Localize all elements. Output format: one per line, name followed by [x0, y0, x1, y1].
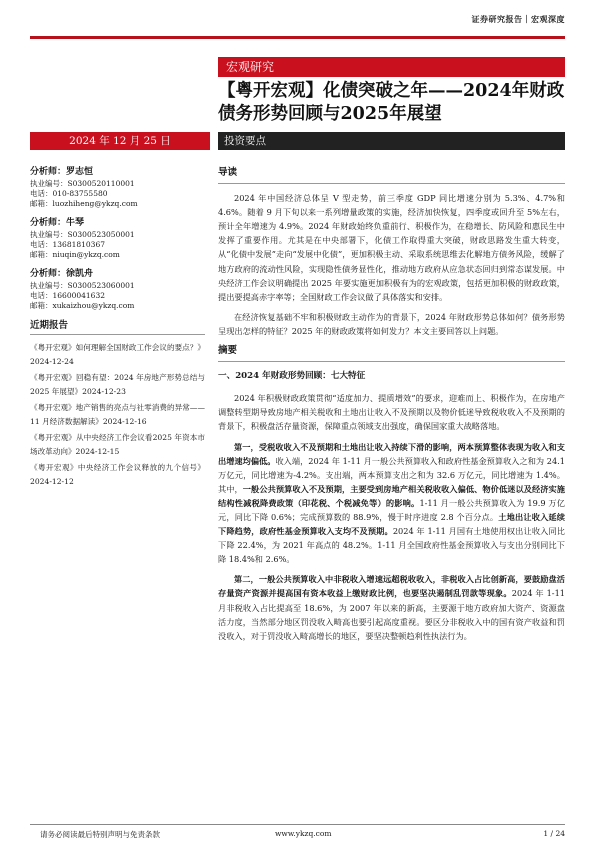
page-number: 1 / 24 [543, 829, 565, 838]
analyst-email[interactable]: 邮箱：xukaizhou@ykzq.com [30, 301, 135, 310]
intro-paragraph: 2024 年中国经济总体呈 V 型走势，前三季度 GDP 同比增速分别为 5.3%、4.7%和 4.6%。随着 9 月下旬以来一系列增量政策的实施，经济加快恢复，四季度或回升至 5%左右，预计全年增速为 4.9%。2024 年财政始终负重前行、积极作为，在稳增长、防风险和惠民生中发挥了重要作用。尤其是在中央部署下，化债工作取得重大突破，财政思路发生重大转变，从“化债中发展”走向“发展中化债”，更加积极主动、采取系统思维去化解地方债务风险，缓解了地方政府的流动性风险，实现隐性债务显性化，推动地方政府从应急状态回归到常态谋发展。中央经济工作会议明确提出 2025 年要实施更加积极有为的宏观政策，包括更加积极的财政政策，提出要提高赤字率等；全国财政工作会议做了具体落实和安排。 [218, 193, 565, 302]
recent-report-link[interactable]: 《粤开宏观》中央经济工作会议释放的九个信号》2024-12-12 [30, 463, 205, 486]
body-paragraph: 2024 年积极财政政策贯彻“适度加力、提质增效”的要求，迎难而上、积极作为，在房地产调整转型期导致房地产相关税收和土地出让收入不及预期以及物价低迷导致税收收入不及预期的背景下，积极盘活存量资源，保障重点领域支出强度，确保国家重大战略落地。 [218, 393, 565, 432]
bold-lead: 一般公共预算收入不及预期，主要受到房地产相关税收收入偏低、物价低迷以及经济实施结构性减税降费政策（印花税、个税减免等）的影响。 [218, 483, 565, 508]
bold-lead: 第二，一般公共预算收入中非税收入增速远超税收收入，非税收入占比创新高，要鼓励盘活存量资产资源并提高国有资本收益上缴财政比例，也要坚决遏制乱罚款等现象。 [218, 574, 565, 599]
recent-report-link[interactable]: 《粤开宏观》地产销售的亮点与社零消费的异常——11 月经济数据解读》2024-12-16 [30, 403, 205, 426]
intro-paragraph: 在经济恢复基础不牢和积极财政主动作为的背景下，2024 年财政形势总体如何？债务形势呈现出怎样的特征？2025 年的财政政策将如何发力？本文主要回答以上问题。 [218, 311, 565, 336]
recent-report-link[interactable]: 《粤开宏观》回稳有望：2024 年房地产形势总结与2025 年展望》2024-12-23 [30, 373, 205, 396]
body-text: 2024 年 1-11 月国有土地使用权出让收入同比下降 22.4%，为 2021 年高点的 48.2%。1-11 月全国政府性基金预算收入与支出分别同比下降 18.4%和 2.6%。 [218, 526, 565, 565]
section-subheading: 一、2024 年财政形势回顾：七大特征 [218, 371, 366, 382]
body-paragraph [218, 572, 565, 642]
sidebar [30, 166, 205, 491]
analyst-phone: 电话：13681810367 [30, 240, 105, 249]
recent-reports-heading: 近期报告 [30, 321, 205, 335]
analyst-license: 执业编号：S0300523050001 [30, 230, 135, 239]
recent-report-link[interactable]: 《粤开宏观》从中央经济工作会议看2025 年资本市场改革动向》2024-12-15 [30, 433, 205, 456]
bold-lead: 第一，受税收收入不及预期和土地出让收入持续下滑的影响，两本预算整体表现为收入和支出增速均偏低。 [218, 441, 565, 466]
footer-divider [30, 824, 565, 825]
analyst-name: 分析师：牛琴 [30, 218, 85, 228]
intro-heading: 导读 [218, 166, 565, 184]
body-paragraph [218, 440, 565, 567]
analyst-email[interactable]: 邮箱：luozhiheng@ykzq.com [30, 199, 138, 208]
bold-lead: 土地出让收入延续下降趋势，政府性基金预算收入支均不及预期。 [218, 511, 565, 537]
main-content [218, 166, 565, 649]
analyst-card [30, 268, 205, 311]
body-text: 1-11 月一般公共预算收入为 19.9 万亿元，同比下降 0.6%；完成预算数的 88.9%，慢于时序进度 2.8 个百分点。 [218, 497, 565, 522]
analyst-name: 分析师：徐凯舟 [30, 269, 94, 279]
analyst-card [30, 217, 205, 260]
analyst-card [30, 166, 205, 209]
category-banner: 宏观研究 [218, 57, 565, 77]
body-text: 2024 年 1-11 月非税收入占比提高至 18.6%，为 2007 年以来的新高，主要源于地方政府加大资产、资源盘活力度，当然部分地区罚没收入畸高也要引起高度重视。要区分非税收入中的国有资产收益和罚没收入，对于罚没收入畸高增长的地区，要坚决整顿趋利性执法行为。 [218, 588, 565, 641]
report-series: 证券研究报告｜宏观深度 [471, 14, 565, 24]
analyst-phone: 电话：16600041632 [30, 291, 105, 300]
analyst-license: 执业编号：S0300523060001 [30, 281, 135, 290]
report-title: 【粤开宏观】化债突破之年——2024年财政债务形势回顾与2025年展望 [218, 81, 565, 124]
body-text: 收入端，2024 年 1-11 月一般公共预算收入和政府性基金预算收入之和为 24.1 万亿元，同比增速为-4.2%。支出端，两本预算支出之和为 32.6 万亿元，同比增速为 1.4%。其中， [218, 455, 565, 494]
key-points-banner: 投资要点 [218, 132, 565, 150]
summary-heading: 摘要 [218, 344, 565, 362]
analyst-phone: 电话：010-83755580 [30, 189, 108, 198]
report-date: 2024 年 12 月 25 日 [30, 132, 210, 150]
recent-report-link[interactable]: 《粤开宏观》如何理解全国财政工作会议的要点？》2024-12-24 [30, 343, 205, 366]
analyst-name: 分析师：罗志恒 [30, 167, 94, 177]
header-divider [30, 36, 565, 39]
analyst-license: 执业编号：S0300520110001 [30, 179, 135, 188]
footer-url[interactable]: www.ykzq.com [275, 829, 332, 838]
footer-disclaimer: 请务必阅读最后特别声明与免责条款 [40, 830, 160, 839]
analyst-email[interactable]: 邮箱：niuqin@ykzq.com [30, 250, 120, 259]
